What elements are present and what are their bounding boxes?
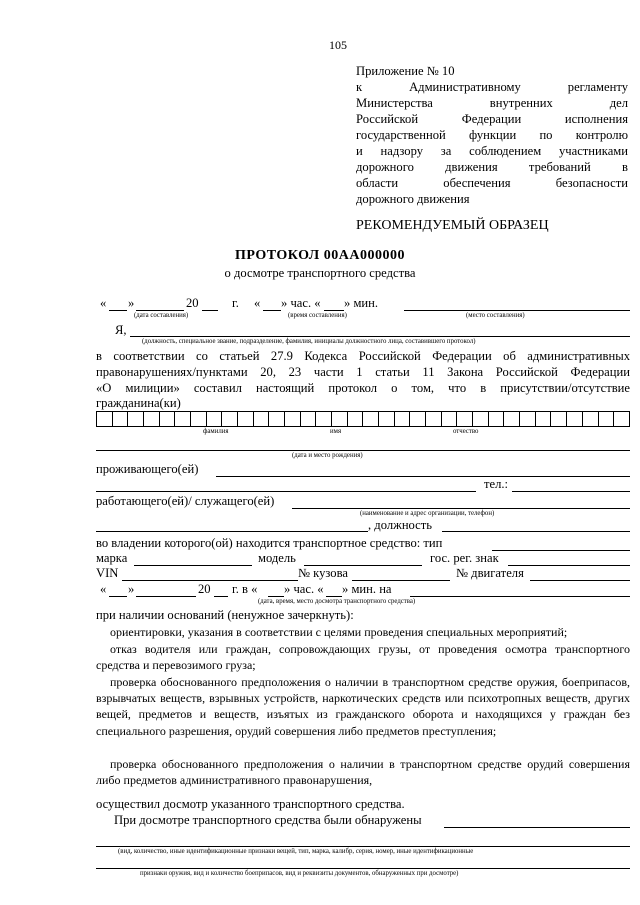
residing-label: проживающего(ей)	[96, 462, 199, 476]
name-letter-cell[interactable]	[284, 411, 300, 427]
name-letter-cell[interactable]	[441, 411, 457, 427]
performed-text: осуществил досмотр указанного транспортного средства.	[96, 797, 405, 811]
name-letter-cell[interactable]	[409, 411, 425, 427]
name-letter-cell[interactable]	[253, 411, 269, 427]
inspect-minutes-label: » мин. на	[342, 582, 392, 596]
appendix-line: и надзору за соблюдением участниками	[356, 144, 628, 158]
name-letter-cell[interactable]	[300, 411, 316, 427]
name-letter-cell[interactable]	[613, 411, 630, 427]
birth-field[interactable]	[96, 450, 630, 451]
vin-field[interactable]	[122, 580, 298, 581]
inspect-month-field[interactable]	[136, 596, 196, 597]
brand-field[interactable]	[134, 565, 252, 566]
name-letter-cell[interactable]	[268, 411, 284, 427]
model-label: модель	[258, 551, 296, 565]
protocol-subtitle: о досмотре транспортного средства	[224, 266, 416, 280]
found-text: При досмотре транспортного средства были обнаружены	[114, 813, 422, 827]
hours-field[interactable]	[263, 310, 281, 311]
name-letter-cell[interactable]	[159, 411, 175, 427]
inspect-year-field[interactable]	[214, 596, 228, 597]
name-letter-cell[interactable]	[143, 411, 159, 427]
found-field[interactable]	[444, 827, 630, 828]
intro-line: в соответствии со статьей 27.9 Кодекса Российской Федерации об административных	[96, 349, 630, 363]
caption-org: (наименование и адрес организации, телефон)	[360, 510, 495, 517]
name-letter-cell[interactable]	[425, 411, 441, 427]
name-letter-cell[interactable]	[566, 411, 582, 427]
vin-label: VIN	[96, 566, 119, 580]
caption-patronymic: отчество	[453, 428, 479, 435]
name-letter-cell[interactable]	[331, 411, 347, 427]
intro-line: «О милиции» составил настоящий протокол о том, что в присутствии/отсутствие	[96, 381, 630, 395]
name-letter-cell[interactable]	[127, 411, 143, 427]
officer-field[interactable]	[130, 336, 630, 337]
appendix-line: Российской Федерации исполнения	[356, 112, 628, 126]
name-letter-cell[interactable]	[378, 411, 394, 427]
day-field[interactable]	[109, 310, 127, 311]
inspect-hours-label: » час. «	[284, 582, 324, 596]
date-quote-close: »	[128, 296, 135, 310]
working-field[interactable]	[292, 508, 630, 509]
place-field[interactable]	[404, 310, 630, 311]
engine-number-field[interactable]	[530, 580, 630, 581]
name-letter-cell[interactable]	[190, 411, 206, 427]
name-letter-cell[interactable]	[456, 411, 472, 427]
plate-label: гос. рег. знак	[430, 551, 499, 565]
caption-place: (место составления)	[466, 312, 525, 319]
working-label: работающего(ей)/ служащего(ей)	[96, 494, 275, 508]
time-quote-open: «	[254, 296, 261, 310]
inspect-day-field[interactable]	[109, 596, 127, 597]
appendix-title: Приложение № 10	[356, 64, 455, 78]
name-letter-cell[interactable]	[503, 411, 519, 427]
year-field[interactable]	[202, 310, 218, 311]
page-number: 105	[329, 38, 347, 52]
protocol-title: ПРОТОКОЛ 00АА000000	[235, 248, 405, 263]
vehicle-owner-label: во владении которого(ой) находится транспортное средство: тип	[96, 536, 443, 550]
name-letter-cell[interactable]	[472, 411, 488, 427]
brand-label: марка	[96, 551, 128, 565]
name-letter-grid[interactable]	[96, 411, 630, 427]
ground-item: ориентировки, указания в соответствии с целями проведения специальных мероприятий;	[110, 625, 568, 639]
engine-number-label: № двигателя	[456, 566, 524, 580]
appendix-line: дорожного движения требований в	[356, 160, 628, 174]
ya-label: Я,	[115, 323, 127, 337]
found-details-field[interactable]	[96, 846, 630, 847]
minutes-label: » мин.	[344, 296, 379, 310]
name-letter-cell[interactable]	[535, 411, 551, 427]
hours-label: » час. «	[281, 296, 321, 310]
body-number-field[interactable]	[352, 580, 450, 581]
date-quote-open: «	[100, 296, 107, 310]
caption-found-1: (вид, количество, иные идентификационные признаки вещей, тип, марка, калибр, серия, номер, иные идентификационные	[118, 848, 474, 855]
name-letter-cell[interactable]	[347, 411, 363, 427]
organization-field[interactable]	[96, 531, 368, 532]
grounds-header: при наличии оснований (ненужное зачеркнуть):	[96, 608, 354, 622]
name-letter-cell[interactable]	[519, 411, 535, 427]
body-number-label: № кузова	[298, 566, 348, 580]
name-letter-cell[interactable]	[488, 411, 504, 427]
inspect-hours-field[interactable]	[268, 596, 284, 597]
year-prefix: 20	[186, 296, 199, 310]
caption-inspect: (дата, время, место досмотра транспортного средства)	[258, 598, 416, 605]
name-letter-cell[interactable]	[362, 411, 378, 427]
minutes-field[interactable]	[324, 310, 344, 311]
name-letter-cell[interactable]	[550, 411, 566, 427]
name-letter-cell[interactable]	[174, 411, 190, 427]
inspect-quote-open: «	[100, 582, 107, 596]
appendix-line: Министерства внутренних дел	[356, 96, 628, 110]
caption-officer: (должность, специальное звание, подразделение, фамилия, инициалы должностного лица, составившего протокол)	[142, 338, 476, 345]
name-letter-cell[interactable]	[112, 411, 128, 427]
name-letter-cell[interactable]	[394, 411, 410, 427]
appendix-line: к Административному регламенту	[356, 80, 628, 94]
inspect-time-open: г. в «	[232, 582, 258, 596]
tel-field[interactable]	[512, 491, 630, 492]
recommended-sample-label: РЕКОМЕНДУЕМЫЙ ОБРАЗЕЦ	[356, 218, 549, 233]
found-details-field-2[interactable]	[96, 868, 630, 869]
appendix-line: государственной функции по контролю	[356, 128, 628, 142]
ground-item: отказ водителя или граждан, сопровождающих грузы, от проведения осмотра транспортного средства и перевозимого груза;	[96, 642, 630, 673]
appendix-line: области обеспечения безопасности	[356, 176, 628, 190]
appendix-line: дорожного движения	[356, 192, 470, 206]
caption-birth: (дата и место рождения)	[292, 452, 363, 459]
name-letter-cell[interactable]	[582, 411, 598, 427]
name-letter-cell[interactable]	[96, 411, 112, 427]
name-letter-cell[interactable]	[598, 411, 614, 427]
caption-name: имя	[330, 428, 342, 435]
residing-field-2[interactable]	[96, 491, 476, 492]
ground-item: проверка обоснованного предположения о наличии в транспортном средстве оружия, боеприпасов, взрывчатых веществ, взрывных устройств, наркотических средств или психотропных веществ, других вещей, предметов и веществ, изъятых из гражданского оборота и находящихся у граждан без специального разрешения, орудий совершения либо предметов преступления;	[96, 675, 630, 738]
intro-last-line: гражданина(ки)	[96, 396, 181, 410]
plate-field[interactable]	[508, 565, 630, 566]
inspect-minutes-field[interactable]	[326, 596, 342, 597]
caption-surname: фамилия	[203, 428, 229, 435]
inspect-quote-close: »	[128, 582, 135, 596]
ground-item: проверка обоснованного предположения о наличии в транспортном средстве орудий совершения либо предметов административного правонарушения,	[96, 757, 630, 788]
caption-time: (время составления)	[288, 312, 347, 319]
name-letter-cell[interactable]	[206, 411, 222, 427]
month-field[interactable]	[136, 310, 184, 311]
intro-line: правонарушениях/пунктами 20, 23 части 1 статьи 11 Закона Российской Федерации	[96, 365, 630, 379]
year-suffix: г.	[232, 296, 239, 310]
tel-label: тел.:	[484, 477, 509, 491]
vehicle-type-field[interactable]	[492, 550, 630, 551]
inspect-place-field[interactable]	[410, 596, 630, 597]
caption-date: (дата составления)	[134, 312, 189, 319]
caption-found-2: признаки оружия, вид и количество боеприпасов, вид и реквизиты документов, обнаруженных при досмотре)	[140, 870, 459, 877]
name-letter-cell[interactable]	[221, 411, 237, 427]
position-label: , должность	[368, 518, 433, 532]
name-letter-cell[interactable]	[315, 411, 331, 427]
name-letter-cell[interactable]	[237, 411, 253, 427]
residing-field[interactable]	[216, 476, 630, 477]
inspect-year-prefix: 20	[198, 582, 211, 596]
position-field[interactable]	[442, 531, 630, 532]
